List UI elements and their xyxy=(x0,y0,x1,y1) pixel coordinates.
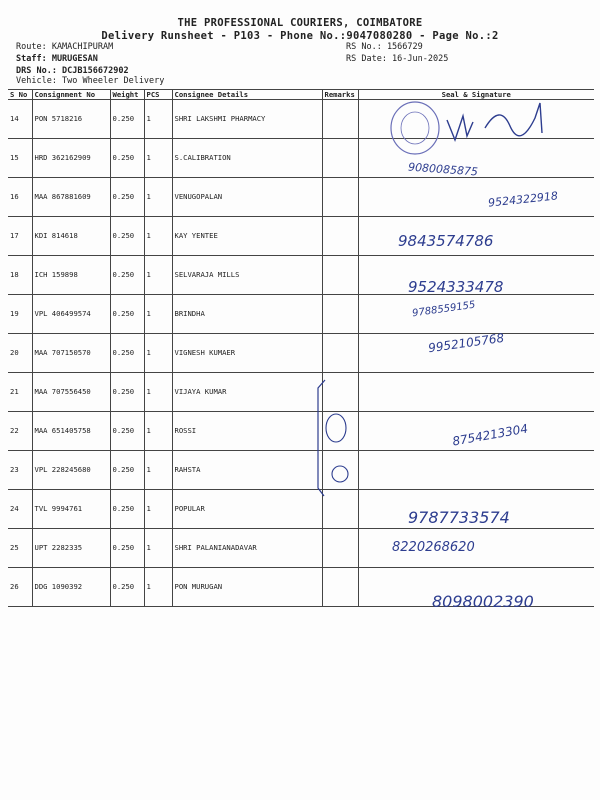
cell-pcs: 1 xyxy=(144,100,172,139)
runsheet-subtitle: Delivery Runsheet - P103 - Phone No.:9047080280 - Page No.:2 xyxy=(101,30,499,42)
cell-remarks xyxy=(322,529,358,568)
cell-consignment: MAA 867881609 xyxy=(32,178,110,217)
col-header-pcs: PCS xyxy=(144,90,172,100)
table-row xyxy=(8,451,594,490)
cell-weight: 0.250 xyxy=(110,568,144,607)
cell-remarks xyxy=(322,256,358,295)
handwritten-phone-24: 9787733574 xyxy=(408,508,510,527)
cell-pcs: 1 xyxy=(144,529,172,568)
cell-weight: 0.250 xyxy=(110,373,144,412)
cell-signature xyxy=(358,178,594,217)
cell-consignee: S.CALIBRATION xyxy=(172,139,322,178)
cell-consignment: DDG 1090392 xyxy=(32,568,110,607)
cell-consignment: MAA 707150570 xyxy=(32,334,110,373)
handwritten-phone-18: 9524333478 xyxy=(408,278,504,296)
cell-remarks xyxy=(322,295,358,334)
cell-pcs: 1 xyxy=(144,568,172,607)
cell-sno: 17 xyxy=(8,217,32,256)
col-header-sno: S No xyxy=(8,90,32,100)
cell-consignment: ICH 159898 xyxy=(32,256,110,295)
cell-sno: 14 xyxy=(8,100,32,139)
cell-pcs: 1 xyxy=(144,256,172,295)
cell-sno: 16 xyxy=(8,178,32,217)
handwritten-phone-17: 9843574786 xyxy=(398,232,494,250)
handwritten-phone-15: 9080085875 xyxy=(407,160,479,179)
cell-consignment: TVL 9994761 xyxy=(32,490,110,529)
drs-number: DRS No.: DCJB156672902 xyxy=(16,66,129,76)
cell-remarks xyxy=(322,139,358,178)
cell-weight: 0.250 xyxy=(110,256,144,295)
cell-consignee: VIGNESH KUMAER xyxy=(172,334,322,373)
cell-weight: 0.250 xyxy=(110,100,144,139)
cell-weight: 0.250 xyxy=(110,139,144,178)
cell-signature xyxy=(358,295,594,334)
col-header-consignment: Consignment No xyxy=(32,90,110,100)
cell-consignment: MAA 707556450 xyxy=(32,373,110,412)
col-header-weight: Weight xyxy=(110,90,144,100)
cell-remarks xyxy=(322,334,358,373)
col-header-consignee: Consignee Details xyxy=(172,90,322,100)
cell-pcs: 1 xyxy=(144,451,172,490)
cell-weight: 0.250 xyxy=(110,295,144,334)
cell-consignee: SELVARAJA MILLS xyxy=(172,256,322,295)
cell-sno: 22 xyxy=(8,412,32,451)
cell-weight: 0.250 xyxy=(110,178,144,217)
runsheet-table xyxy=(8,89,594,607)
cell-consignee: PON MURUGAN xyxy=(172,568,322,607)
cell-sno: 15 xyxy=(8,139,32,178)
rs-date: RS Date: 16-Jun-2025 xyxy=(346,54,449,64)
cell-sno: 23 xyxy=(8,451,32,490)
handwritten-phone-20: 9952105768 xyxy=(427,330,505,356)
cell-sno: 21 xyxy=(8,373,32,412)
rs-number: RS No.: 1566729 xyxy=(346,42,423,52)
company-title: THE PROFESSIONAL COURIERS, COIMBATORE xyxy=(177,17,423,29)
col-header-signature: Seal & Signature xyxy=(358,90,594,100)
cell-pcs: 1 xyxy=(144,139,172,178)
cell-remarks xyxy=(322,178,358,217)
col-header-remarks: Remarks xyxy=(322,90,358,100)
table-row xyxy=(8,373,594,412)
cell-consignee: RAHSTA xyxy=(172,451,322,490)
handwritten-phone-22: 8754213304 xyxy=(451,421,529,449)
table-row xyxy=(8,295,594,334)
cell-consignment: VPL 228245680 xyxy=(32,451,110,490)
table-row xyxy=(8,529,594,568)
cell-consignment: UPT 2282335 xyxy=(32,529,110,568)
cell-consignee: SHRI PALANIANADAVAR xyxy=(172,529,322,568)
cell-consignee: BRINDHA xyxy=(172,295,322,334)
cell-remarks xyxy=(322,568,358,607)
cell-signature xyxy=(358,373,594,412)
cell-consignee: ROSSI xyxy=(172,412,322,451)
cell-consignment: PON 5718216 xyxy=(32,100,110,139)
cell-weight: 0.250 xyxy=(110,490,144,529)
staff-label: Staff: MURUGESAN xyxy=(16,54,98,64)
cell-pcs: 1 xyxy=(144,295,172,334)
table-row xyxy=(8,217,594,256)
cell-sno: 25 xyxy=(8,529,32,568)
cell-weight: 0.250 xyxy=(110,451,144,490)
signature-scribble-icon xyxy=(480,98,550,138)
cell-signature xyxy=(358,451,594,490)
table-row xyxy=(8,256,594,295)
cell-consignment: MAA 651405758 xyxy=(32,412,110,451)
cell-consignee: SHRI LAKSHMI PHARMACY xyxy=(172,100,322,139)
handwritten-phone-19: 9788559155 xyxy=(411,299,477,320)
cell-weight: 0.250 xyxy=(110,412,144,451)
cell-remarks xyxy=(322,100,358,139)
cell-consignment: VPL 406499574 xyxy=(32,295,110,334)
cell-consignee: VIJAYA KUMAR xyxy=(172,373,322,412)
table-row xyxy=(8,334,594,373)
cell-pcs: 1 xyxy=(144,490,172,529)
cell-pcs: 1 xyxy=(144,217,172,256)
cell-sno: 26 xyxy=(8,568,32,607)
cell-consignment: HRD 362162909 xyxy=(32,139,110,178)
cell-weight: 0.250 xyxy=(110,334,144,373)
cell-sno: 24 xyxy=(8,490,32,529)
cell-pcs: 1 xyxy=(144,412,172,451)
handwritten-phone-16: 9524322918 xyxy=(487,189,559,210)
cell-consignment: KDI 814618 xyxy=(32,217,110,256)
cell-pcs: 1 xyxy=(144,373,172,412)
vehicle-label: Vehicle: Two Wheeler Delivery xyxy=(16,76,165,86)
remarks-bracket-icon xyxy=(310,378,350,498)
cell-pcs: 1 xyxy=(144,334,172,373)
cell-weight: 0.250 xyxy=(110,529,144,568)
cell-sno: 18 xyxy=(8,256,32,295)
table-row xyxy=(8,139,594,178)
cell-sno: 20 xyxy=(8,334,32,373)
cell-sno: 19 xyxy=(8,295,32,334)
route-label: Route: KAMACHIPURAM xyxy=(16,42,114,52)
handwritten-phone-26: 8098002390 xyxy=(432,592,534,611)
cell-consignee: VENUGOPALAN xyxy=(172,178,322,217)
cell-consignee: POPULAR xyxy=(172,490,322,529)
cell-pcs: 1 xyxy=(144,178,172,217)
stamp-seal-icon xyxy=(385,98,475,158)
handwritten-phone-25: 8220268620 xyxy=(392,540,475,555)
cell-consignee: KAY YENTEE xyxy=(172,217,322,256)
cell-remarks xyxy=(322,217,358,256)
cell-weight: 0.250 xyxy=(110,217,144,256)
